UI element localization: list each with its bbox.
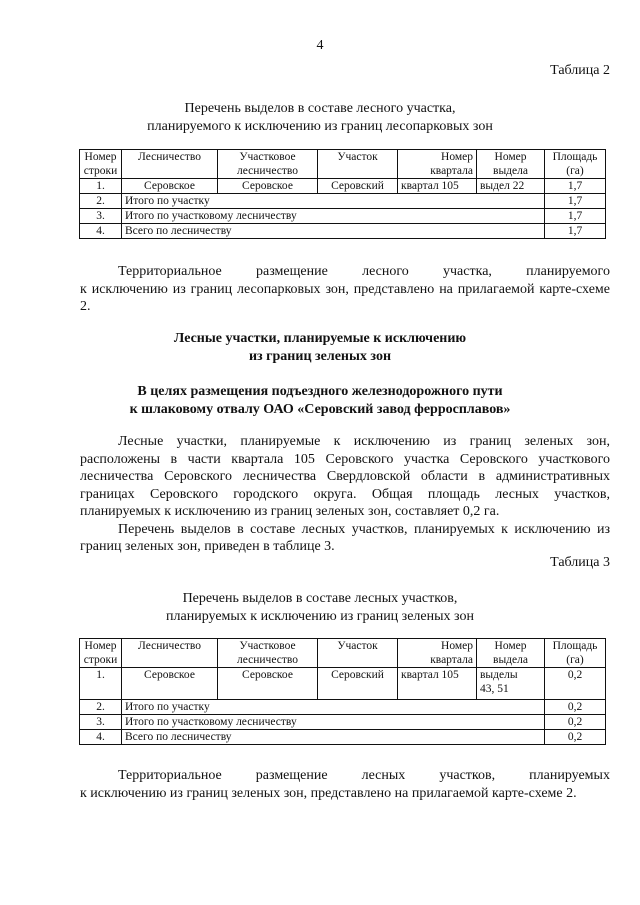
table-cell: 2. xyxy=(80,700,122,715)
header-cell: Номер выдела xyxy=(477,639,545,668)
table-cell: Итого по участку xyxy=(122,194,545,209)
table-cell: 4. xyxy=(80,730,122,745)
table-header-row xyxy=(80,150,606,179)
header-cell: Лесничество xyxy=(122,639,218,668)
table-3-label: Таблица 3 xyxy=(550,555,610,570)
page-number: 4 xyxy=(316,38,324,53)
header-cell: Площадь (га) xyxy=(545,639,606,668)
caption-line: Перечень выделов в составе лесных участков, xyxy=(182,591,458,606)
table-cell: 1,7 xyxy=(545,179,606,194)
table-2-label: Таблица 2 xyxy=(550,63,610,78)
table-cell: 0,2 xyxy=(545,668,606,700)
table-row xyxy=(80,715,606,730)
table-cell: 1. xyxy=(80,668,122,700)
paragraph-forest-plots: Лесные участки, планируемые к исключению из границ зеленых зон, расположены в части квартала 105 Серовского участка Серовского участкового лесничества Серовского лесничества Свердловской области в административных границах Серовского городского округа. Общая площадь лесных участков, планируемых к исключению из границ зеленых зон, составляет 0,2 га. Перечень выделов в составе лесных участков, планируемых к исключению из границ зеленых зон, приведен в таблице 3. xyxy=(80,434,610,554)
paragraph-text: к исключению из границ лесопарковых зон, представлено на прилагаемой карте-схеме 2. xyxy=(80,281,610,314)
table-cell: 0,2 xyxy=(545,700,606,715)
table-cell: 1,7 xyxy=(545,194,606,209)
header-cell: Номер строки xyxy=(80,150,122,179)
header-cell: Лесничество xyxy=(122,150,218,179)
table-cell: Серовское xyxy=(218,179,318,194)
table-row xyxy=(80,730,606,745)
table-cell: 3. xyxy=(80,209,122,224)
header-cell: Участок xyxy=(318,639,398,668)
header-cell: Участковое лесничество xyxy=(218,639,318,668)
caption-line: планируемого к исключению из границ лесопарковых зон xyxy=(147,119,493,134)
table-cell: выделы 43, 51 xyxy=(477,668,545,700)
table-cell: Итого по участку xyxy=(122,700,545,715)
subsection-heading: В целях размещения подъездного железнодорожного пути к шлаковому отвалу ОАО «Серовский завод ферросплавов» xyxy=(129,384,511,417)
table-cell: Серовское xyxy=(218,668,318,700)
table-cell: Серовский xyxy=(318,179,398,194)
table-cell: 3. xyxy=(80,715,122,730)
paragraph-first-line: Территориальное размещение лесных участков, планируемых xyxy=(118,768,610,783)
table-2-caption xyxy=(0,100,640,136)
table-cell: квартал 105 xyxy=(398,179,477,194)
table-cell: 1,7 xyxy=(545,224,606,239)
table-row xyxy=(80,668,606,700)
table-cell: Серовский xyxy=(318,668,398,700)
table-cell: выдел 22 xyxy=(477,179,545,194)
paragraph-placement-2 xyxy=(80,767,610,802)
caption-line: Перечень выделов в составе лесного участка, xyxy=(184,101,456,116)
table-3-caption xyxy=(0,590,640,626)
paragraph-first-line: Территориальное размещение лесного участка, планируемого xyxy=(118,264,610,279)
table-cell: квартал 105 xyxy=(398,668,477,700)
table-cell: 2. xyxy=(80,194,122,209)
section-heading: Лесные участки, планируемые к исключению из границ зеленых зон xyxy=(173,331,467,364)
header-cell: Номер выдела xyxy=(477,150,545,179)
table-cell: 4. xyxy=(80,224,122,239)
table-cell: Итого по участковому лесничеству xyxy=(122,715,545,730)
table-cell: 1. xyxy=(80,179,122,194)
table-row xyxy=(80,179,606,194)
table-cell: 0,2 xyxy=(545,730,606,745)
table-cell: Серовское xyxy=(122,179,218,194)
header-cell: Номер строки xyxy=(80,639,122,668)
table-cell: Серовское xyxy=(122,668,218,700)
table-cell: Итого по участковому лесничеству xyxy=(122,209,545,224)
table-cell: Всего по лесничеству xyxy=(122,730,545,745)
paragraph-placement-1 xyxy=(80,263,610,316)
table-cell: 0,2 xyxy=(545,715,606,730)
header-cell: Площадь (га) xyxy=(545,150,606,179)
table-row xyxy=(80,700,606,715)
paragraph-text: к исключению из границ зеленых зон, представлено на прилагаемой карте-схеме 2. xyxy=(80,785,577,801)
table-row xyxy=(80,194,606,209)
header-cell: Номер квартала xyxy=(398,639,477,668)
table-row xyxy=(80,224,606,239)
table-row xyxy=(80,209,606,224)
header-cell: Номер квартала xyxy=(398,150,477,179)
table-3 xyxy=(79,638,606,745)
header-cell: Участок xyxy=(318,150,398,179)
paragraph-table-reference: Перечень выделов в составе лесных участков, планируемых к исключению из границ зеленых зон, приведен в таблице 3. xyxy=(80,521,610,554)
header-cell: Участковое лесничество xyxy=(218,150,318,179)
table-2 xyxy=(79,149,606,239)
table-cell: Всего по лесничеству xyxy=(122,224,545,239)
table-cell: 1,7 xyxy=(545,209,606,224)
table-header-row xyxy=(80,639,606,668)
caption-line: планируемых к исключению из границ зеленых зон xyxy=(166,609,474,624)
